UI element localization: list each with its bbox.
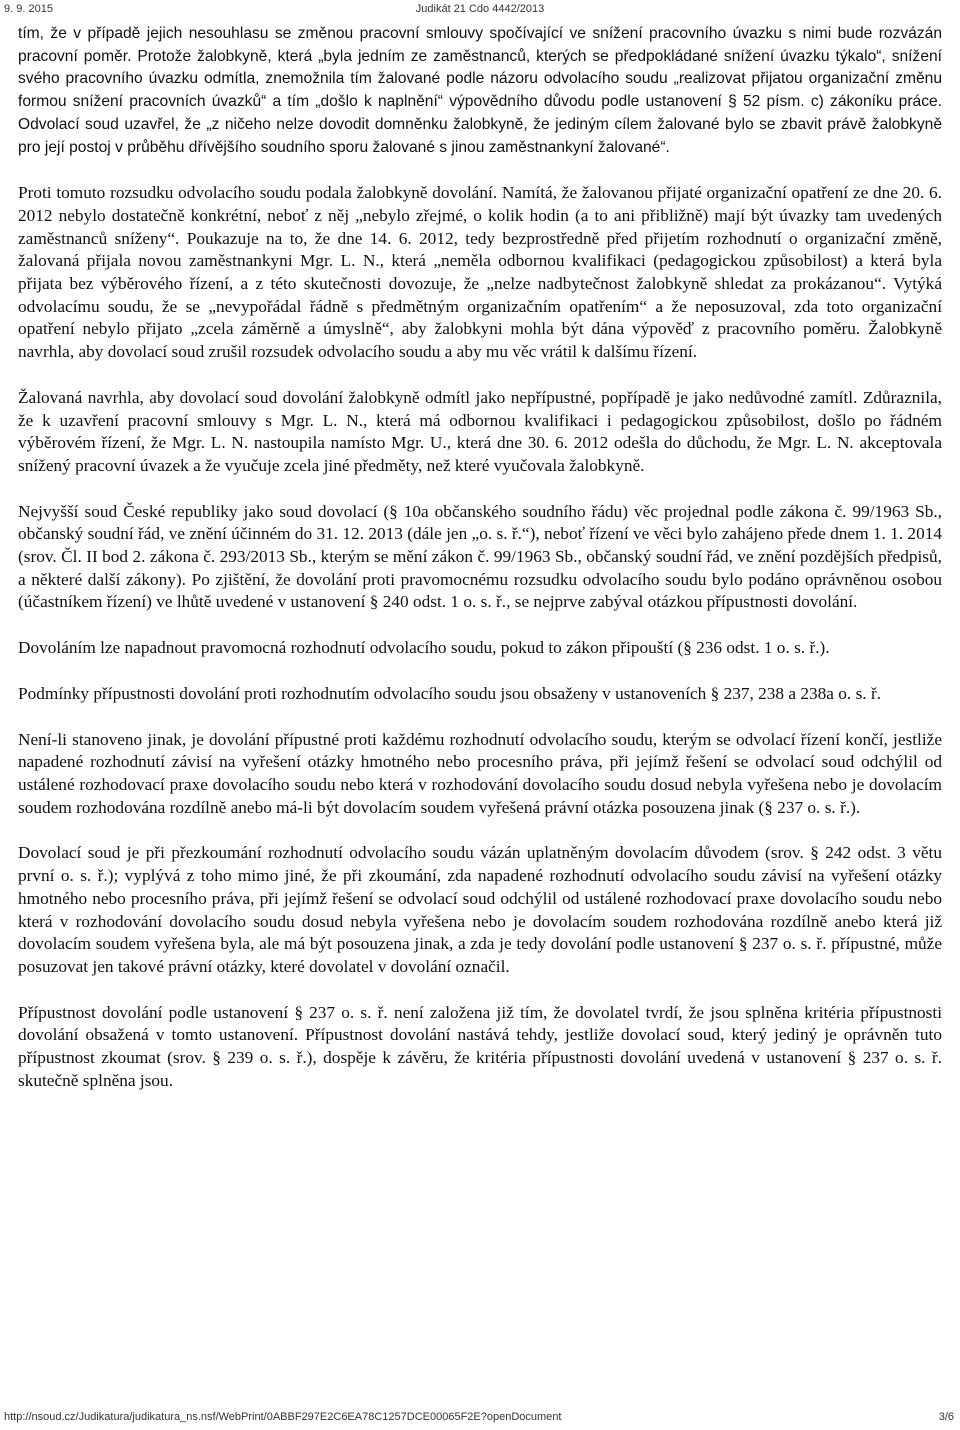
footer [4, 1411, 954, 1423]
footer-url[interactable]: http://nsoud.cz/Judikatura/judikatura_ns.nsf/WebPrint/0ABBF297E2C6EA78C1257DCE00065F2E?openDocument [4, 1411, 562, 1423]
header-title: Judikát 21 Cdo 4442/2013 [415, 3, 545, 15]
paragraph-6: Podmínky přípustnosti dovolání proti rozhodnutím odvolacího soudu jsou obsaženy v ustanoveních § 237, 238 a 238a o. s. ř. [18, 683, 882, 703]
page-number: 3/6 [938, 1411, 954, 1423]
paragraph-9: Přípustnost dovolání podle ustanovení § 237 o. s. ř. není založena již tím, že dovolatel tvrdí, že jsou splněna kritéria přípustnosti dovolání obsažená v tomto ustanovení. Přípustnost dovolání nastává tehdy, jestliže dovolací soud, který jediný je oprávněn tuto přípustnost zkoumat (srov. § 239 o. s. ř.), dospěje k závěru, že kritéria přípustnosti dovolání uvedená v ustanovení § 237 o. s. ř. skutečně splněna jsou. [18, 1002, 942, 1090]
paragraph-3: Žalovaná navrhla, aby dovolací soud dovolání žalobkyně odmítl jako nepřípustné, popřípadě je jako nedůvodné zamítl. Zdůraznila, že k uzavření pracovní smlouvy s Mgr. L. N., která má odbornou kvalifikaci i pedagogickou způsobilost, došlo po řádném výběrovém řízení, že Mgr. L. N. nastoupila namísto Mgr. U., která dne 30. 6. 2012 odešla do důchodu, že Mgr. L. N. akceptovala snížený pracovní úvazek a že vyučuje zcela jiné předměty, než které vyučovala žalobkyně. [18, 387, 942, 475]
document-body [18, 23, 942, 1115]
paragraph-5: Dovoláním lze napadnout pravomocná rozhodnutí odvolacího soudu, pokud to zákon připouští (§ 236 odst. 1 o. s. ř.). [18, 638, 830, 658]
paragraph-1: tím, že v případě jejich nesouhlasu se změnou pracovní smlouvy spočívající ve snížení pracovního úvazku s nimi bude rozvázán pracovní poměr. Protože žalobkyně, která „byla jedním ze zaměstnanců, kterých se předpokládané snížení úvazku týkalo“, snížení svého pracovního úvazku odmítla, znemožnila tím žalované podle názoru odvolacího soudu „realizovat přijatou organizační změnu formou snížení pracovních úvazků“ a tím „došlo k naplnění“ výpovědního důvodu podle ustanovení § 52 písm. c) zákoníku práce. Odvolací soud uzavřel, že „z ničeho nelze dovodit domněnku žalobkyně, že jediným cílem žalované bylo se zbavit právě žalobkyně pro její postoj v průběhu dřívějšího soudního sporu žalované s jinou zaměstnankyní žalované“. [18, 25, 942, 156]
paragraph-4: Nejvyšší soud České republiky jako soud dovolací (§ 10a občanského soudního řádu) věc projednal podle zákona č. 99/1963 Sb., občanský soudní řád, ve znění účinném do 31. 12. 2013 (dále jen „o. s. ř.“), neboť řízení ve věci bylo zahájeno přede dnem 1. 1. 2014 (srov. Čl. II bod 2. zákona č. 293/2013 Sb., kterým se mění zákon č. 99/1963 Sb., občanský soudní řád, ve znění pozdějších předpisů, a některé další zákony). Po zjištění, že dovolání proti pravomocnému rozsudku odvolacího soudu bylo podáno oprávněnou osobou (účastníkem řízení) ve lhůtě uvedené v ustanovení § 240 odst. 1 o. s. ř., se nejprve zabýval otázkou přípustnosti dovolání. [18, 501, 942, 612]
paragraph-7: Není-li stanoveno jinak, je dovolání přípustné proti každému rozhodnutí odvolacího soudu, kterým se odvolací řízení končí, jestliže napadené rozhodnutí závisí na vyřešení otázky hmotného nebo procesního práva, při jejímž řešení se odvolací soud odchýlil od ustálené rozhodovací praxe dovolacího soudu nebo která v rozhodování dovolacího soudu dosud nebyla vyřešena nebo je dovolacím soudem rozhodována rozdílně anebo má-li být dovolacím soudem vyřešená právní otázka posouzena jinak (§ 237 o. s. ř.). [18, 729, 942, 817]
header-date: 9. 9. 2015 [4, 3, 53, 15]
paragraph-2: Proti tomuto rozsudku odvolacího soudu podala žalobkyně dovolání. Namítá, že žalovanou přijaté organizační opatření ze dne 20. 6. 2012 nebylo dostatečně konkrétní, neboť z něj „nebylo zřejmé, o kolik hodin (a to ani přibližně) mají být úvazky tam uvedených zaměstnanců sníženy“. Poukazuje na to, že dne 14. 6. 2012, tedy bezprostředně před přijetím rozhodnutí o organizační změně, žalovaná přijala novou zaměstnankyni Mgr. L. N., která „neměla odbornou kvalifikaci (pedagogickou způsobilost) a která byla přijata bez výběrového řízení, a z této skutečnosti dovozuje, že „nelze nadbytečnost žalobkyně shledat za prokázanou“. Vytýká odvolacímu soudu, že se „nevypořádal řádně s předmětným organizačním opatřením“ a že neposuzoval, zda toto organizační opatření nebylo přijato „zcela záměrně a úmyslně“, aby žalobkyni mohla být dána výpověď z pracovního poměru. Žalobkyně navrhla, aby dovolací soud zrušil rozsudek odvolacího soudu a aby mu věc vrátil k dalšímu řízení. [18, 183, 942, 362]
paragraph-8: Dovolací soud je při přezkoumání rozhodnutí odvolacího soudu vázán uplatněným dovolacím důvodem (srov. § 242 odst. 3 větu první o. s. ř.); vyplývá z toho mimo jiné, že při zkoumání, zda napadené rozhodnutí odvolacího soudu závisí na vyřešení otázky hmotného nebo procesního práva, při jejímž řešení se odvolací soud odchýlil od ustálené rozhodovací praxe dovolacího soudu nebo která v rozhodování dovolacího soudu dosud nebyla vyřešena nebo je dovolacím soudem rozhodována rozdílně anebo která již dovolacím soudem vyřešena byla, ale má být posouzena jinak, a zda je tedy dovolání podle ustanovení § 237 o. s. ř. přípustné, může posuzovat jen takové právní otázky, které dovolatel v dovolání označil. [18, 843, 942, 976]
